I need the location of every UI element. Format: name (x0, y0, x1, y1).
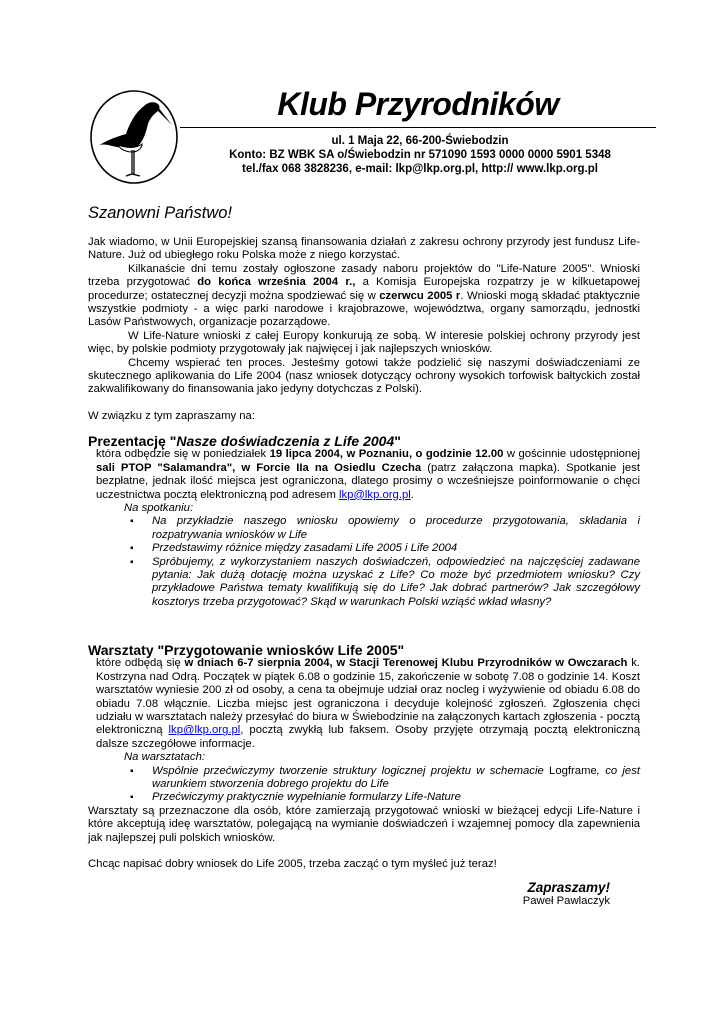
closing-paragraph: Chcąc napisać dobry wniosek do Life 2005, trzeba zacząć o tym myśleć już teraz! (88, 858, 497, 871)
intro-section (88, 236, 640, 423)
list-item: ▪ Przedstawimy różnice między zasadami Life 2005 i Life 2004 (152, 542, 640, 555)
presentation-email-link[interactable]: lkp@lkp.org.pl (339, 488, 411, 501)
contact-line: tel./fax 068 3828236, e-mail: lkp@lkp.org.pl, http:// www.lkp.org.pl (242, 163, 598, 175)
signature-block (470, 880, 610, 907)
presentation-section (88, 435, 640, 609)
club-address: ul. 1 Maja 22, 66-200-Świebodzin (331, 135, 509, 147)
signature-name: Paweł Pawlaczyk (522, 895, 610, 907)
club-title: Klub Przyrodników (277, 86, 559, 122)
workshop-heading: Warsztaty "Przygotowanie wniosków Life 2005" (88, 642, 405, 658)
presentation-heading: Prezentację "Nasze doświadczenia z Life 2004" (88, 433, 401, 449)
list-item: ▪ Wspólnie przećwiczymy tworzenie struktury logicznej projektu w schemacie Logframe, co jest warunkiem stworzenia dobrego projektu do Life (152, 765, 640, 792)
intro-paragraph-5: W związku z tym zapraszamy na: (88, 409, 255, 422)
intro-paragraph-1: Jak wiadomo, w Unii Europejskiej szansą finansowania działań z zakresu ochrony przyrody jest fundusz Life-Nature. Już od ubiegłego roku Polska może z niego korzystać. (88, 236, 640, 262)
presentation-list-label: Na spotkaniu: (124, 502, 194, 515)
intro-paragraph-3: W Life-Nature wnioski z całej Europy konkurują ze sobą. W interesie polskiej ochrony przyrody jest więc, by polskie podmioty przygotowały jak najwięcej i jak najlepszych wniosków. (88, 329, 640, 356)
list-item: ▪ Na przykładzie naszego wniosku opowiemy o procedurze przygotowania, składania i rozpatrywania wniosków w Life (152, 515, 640, 542)
bank-account: Konto: BZ WBK SA o/Świebodzin nr 571090 1593 0000 0000 5901 5348 (229, 149, 611, 161)
workshop-section (88, 644, 640, 872)
workshop-list-label: Na warsztatach: (124, 751, 205, 764)
workshop-email-link[interactable]: lkp@lkp.org.pl (168, 724, 241, 737)
presentation-list (88, 515, 640, 609)
list-item: ▪ Spróbujemy, z wykorzystaniem naszych doświadczeń, odpowiedzieć na najczęściej zadawane pytania: Jak dużą dotację można uzyskać z Life? Co może być przedmiotem wniosku? Czy przykładowe Państwa tematy kwalifikują się do Life? Jak dobrać partnerów? Jak szczegółowy kosztorys trzeba przygotować? Skąd w warunkach Polski wziąść wkład własny? (152, 556, 640, 610)
workshop-paragraph: Warsztaty są przeznaczone dla osób, które zamierzają przygotować wnioski w bieżącej edycji Life-Nature i które akceptują ideę warsztatów, polegającą na wymianie doświadczeń i wzajemnej pomocy dla zapewnienia jak najlepszej puli polskich wniosków. (88, 804, 640, 844)
workshop-list (88, 765, 640, 805)
intro-paragraph-4: Chcemy wspierać ten proces. Jesteśmy gotowi także podzielić się naszymi doświadczeniami ze skutecznego aplikowania do Life 2004 (nasz wniosek dotyczący ochrony wysokich torfowisk bałtyckich został zakwalifikowany do finansowania jako jedyny dotychczas z Polski). (88, 356, 640, 396)
closing-phrase: Zapraszamy! (527, 880, 610, 895)
list-item: ▪ Przećwiczymy praktycznie wypełnianie formularzy Life-Nature (152, 791, 640, 804)
stork-logo-icon (88, 88, 180, 186)
header-divider (180, 127, 656, 128)
presentation-text: która odbędzie się w poniedziałek 19 lipca 2004, w Poznaniu, o godzinie 12.00 w gościnnie udostępnionej sali PTOP "Salamandra", w Forcie IIa na Osiedlu Czecha (patrz załączona mapka). Spotkanie jest bezpłatne, jednak ilość miejsca jest ograniczona, dlatego prosimy o wcześniejsze poinformowanie o chęci uczestnictwa pocztą elektroniczną pod adresem lkp@lkp.org.pl. (96, 448, 640, 501)
workshop-text: które odbędą się w dniach 6-7 sierpnia 2004, w Stacji Terenowej Klubu Przyrodników w Owczarach k. Kostrzyna nad Odrą. Początek w piątek 6.08 o godzinie 15, zakończenie w sobotę 7.08 o godzinie 14. Koszt warsztatów wyniesie 200 zł od osoby, a cena ta obejmuje udział oraz nocleg i wyżywienie od obiadu 6.08 do obiadu 7.08 włącznie. Liczba miejsc jest ograniczona i decyduje kolejność zgłoszeń. Zgłoszenia chęci udziału w warsztatach należy przesyłać do biura w Świebodzinie na załączonych kartach zgłoszenia - pocztą elektroniczną lkp@lkp.org.pl, pocztą zwykłą lub faksem. Osoby przyjęte otrzymają pocztą elektroniczną dalsze szczegółowe informacje. (96, 657, 641, 750)
greeting: Szanowni Państwo! (88, 204, 232, 222)
intro-paragraph-2: Kilkanaście dni temu zostały ogłoszone zasady naboru projektów do "Life-Nature 2005". Wnioski trzeba przygotować do końca września 2004 r., a Komisja Europejska rozpatrzy je w kilkuetapowej procedurze; ostatecznej decyzji można spodziewać się w czerwcu 2005 r. Wnioski mogą składać ptaktycznie wszystkie podmioty - a więc parki narodowe i krajobrazowe, województwa, organy samorządu, jednostki Lasów Państwowych, organizacje pozarządowe. (88, 262, 641, 329)
